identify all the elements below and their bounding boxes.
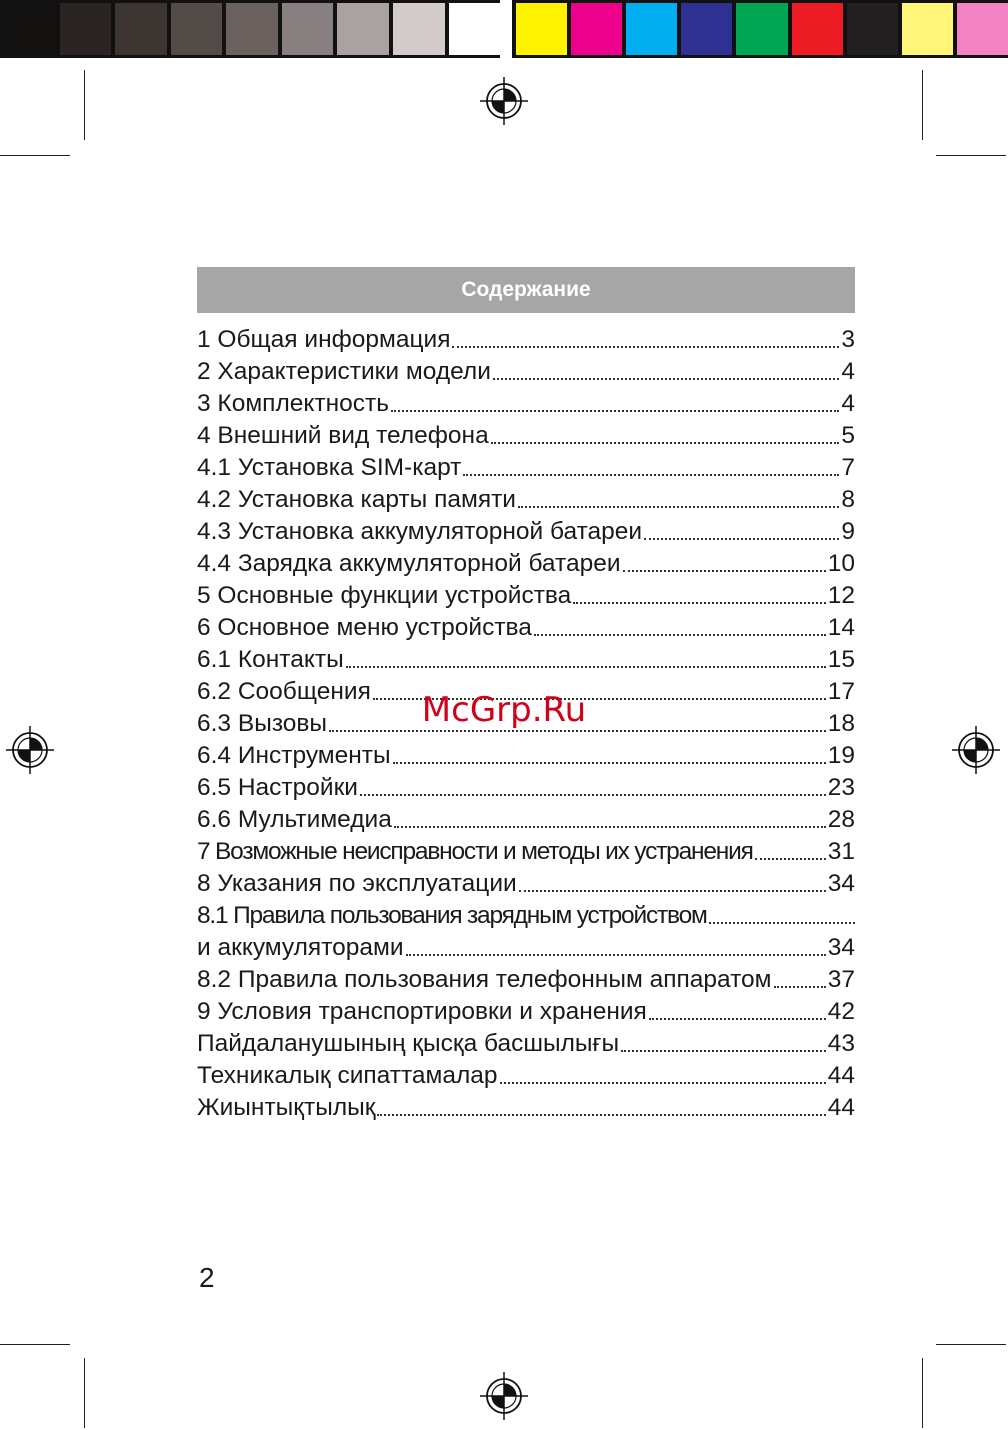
toc-entry-page: 34 [827, 870, 855, 897]
calibration-swatch [115, 3, 167, 55]
toc-leader-dots [500, 1081, 826, 1084]
toc-entry[interactable] [197, 324, 855, 356]
toc-entry[interactable] [197, 452, 855, 484]
toc-entry-page: 28 [827, 806, 855, 833]
table-of-contents [197, 324, 855, 1124]
toc-entry[interactable] [197, 772, 855, 804]
toc-entry-label: 9 Условия транспортировки и хранения [197, 998, 647, 1025]
toc-entry-page: 4 [841, 358, 855, 385]
toc-leader-dots [463, 473, 839, 476]
calibration-swatch [4, 3, 56, 55]
toc-entry-page: 44 [827, 1062, 855, 1089]
crop-mark-top-right-horizontal [936, 155, 1006, 156]
crop-mark-bottom-left-vertical [84, 1358, 85, 1428]
toc-entry-label: 5 Основные функции устройства [197, 582, 572, 609]
toc-leader-dots [644, 537, 839, 540]
toc-title: Содержание [461, 278, 591, 301]
toc-entry-label: Техникалық сипаттамалар [197, 1062, 498, 1089]
toc-entry[interactable] [197, 644, 855, 676]
toc-entry-label: 6.3 Вызовы [197, 710, 328, 737]
toc-entry[interactable] [197, 484, 855, 516]
toc-entry-label: 6.2 Сообщения [197, 678, 371, 705]
toc-leader-dots [360, 793, 826, 796]
toc-entry[interactable] [197, 516, 855, 548]
toc-leader-dots [452, 345, 839, 348]
toc-entry-page: 23 [827, 774, 855, 801]
toc-leader-dots [491, 441, 840, 444]
toc-entry-page: 12 [827, 582, 855, 609]
toc-entry-label: 3 Комплектность [197, 390, 389, 417]
toc-entry-label: Жиынтықтылық [197, 1094, 376, 1121]
registration-mark-top-icon [480, 77, 528, 125]
crop-mark-top-right-vertical [922, 70, 923, 140]
toc-entry-label: 4.4 Зарядка аккумуляторной батареи [197, 550, 621, 577]
toc-entry[interactable] [197, 548, 855, 580]
toc-leader-dots [373, 697, 826, 700]
toc-entry-page: 19 [827, 742, 855, 769]
toc-entry[interactable] [197, 836, 855, 868]
calibration-swatch [282, 3, 334, 55]
toc-leader-dots [621, 1049, 826, 1052]
toc-entry[interactable] [197, 612, 855, 644]
toc-entry[interactable] [197, 740, 855, 772]
toc-entry-page: 10 [827, 550, 855, 577]
registration-mark-right-icon [952, 726, 1000, 774]
toc-leader-dots [493, 377, 839, 380]
page-number: 2 [199, 1262, 215, 1293]
crop-mark-top-left-vertical [84, 70, 85, 140]
calibration-swatch [736, 3, 787, 55]
registration-mark-left-icon [6, 726, 54, 774]
toc-entry-page: 3 [841, 326, 855, 353]
toc-leader-dots [391, 409, 839, 412]
toc-entry-page: 14 [827, 614, 855, 641]
toc-entry-label: 8 Указания по эксплуатации [197, 870, 517, 897]
toc-leader-dots [709, 921, 855, 924]
calibration-swatch [226, 3, 278, 55]
crop-mark-bottom-right-horizontal [936, 1344, 1006, 1345]
toc-entry[interactable] [197, 1028, 855, 1060]
toc-leader-dots [406, 953, 826, 956]
toc-entry-label: и аккумуляторами [197, 934, 404, 961]
toc-leader-dots [329, 729, 826, 732]
color-calibration-bar [512, 0, 1008, 58]
toc-entry[interactable] [197, 900, 855, 932]
toc-entry-page: 34 [827, 934, 855, 961]
toc-leader-dots [573, 601, 825, 604]
toc-entry-page: 9 [841, 518, 855, 545]
toc-entry-label: Пайдаланушының қысқа басшылығы [197, 1030, 620, 1057]
calibration-swatch [902, 3, 953, 55]
toc-entry[interactable] [197, 420, 855, 452]
calibration-swatch [626, 3, 677, 55]
toc-entry[interactable] [197, 996, 855, 1028]
watermark-text: McGrp.Ru [421, 690, 587, 730]
toc-entry-page: 44 [827, 1094, 855, 1121]
calibration-swatch [571, 3, 622, 55]
toc-entry-label: 7 Возможные неисправности и методы их устранения [197, 838, 753, 865]
toc-entry-page: 43 [827, 1030, 855, 1057]
toc-entry-page: 17 [827, 678, 855, 705]
crop-mark-bottom-left-horizontal [0, 1344, 70, 1345]
toc-title-band [197, 267, 855, 313]
calibration-swatch [393, 3, 445, 55]
toc-entry-page: 42 [827, 998, 855, 1025]
calibration-swatch [957, 3, 1008, 55]
toc-leader-dots [394, 825, 826, 828]
toc-entry-label: 8.2 Правила пользования телефонным аппаратом [197, 966, 772, 993]
crop-mark-top-left-horizontal [0, 155, 70, 156]
toc-leader-dots [649, 1017, 826, 1020]
toc-leader-dots [518, 505, 839, 508]
toc-leader-dots [377, 1113, 825, 1116]
toc-entry[interactable] [197, 804, 855, 836]
toc-entry-page: 8 [841, 486, 855, 513]
toc-entry-label: 1 Общая информация [197, 326, 451, 353]
toc-entry[interactable] [197, 868, 855, 900]
toc-entry-page: 18 [827, 710, 855, 737]
calibration-swatch [337, 3, 389, 55]
toc-entry[interactable] [197, 964, 855, 996]
toc-entry-label: 6.4 Инструменты [197, 742, 391, 769]
toc-leader-dots [755, 857, 826, 860]
toc-entry-page: 7 [841, 454, 855, 481]
toc-entry-label: 8.1 Правила пользования зарядным устройством [197, 902, 707, 929]
toc-entry-page: 15 [827, 646, 855, 673]
registration-mark-bottom-icon [480, 1372, 528, 1420]
toc-leader-dots [519, 889, 826, 892]
calibration-swatch [171, 3, 223, 55]
toc-entry[interactable] [197, 388, 855, 420]
toc-entry[interactable] [197, 356, 855, 388]
toc-entry-label: 6.6 Мультимедиа [197, 806, 392, 833]
calibration-swatch [792, 3, 843, 55]
calibration-swatch [516, 3, 567, 55]
toc-entry[interactable] [197, 708, 855, 740]
toc-entry-page: 31 [827, 838, 855, 865]
toc-entry[interactable] [197, 676, 855, 708]
calibration-swatch [449, 3, 501, 55]
crop-mark-bottom-right-vertical [922, 1358, 923, 1428]
toc-entry-label: 6.1 Контакты [197, 646, 344, 673]
calibration-swatch [681, 3, 732, 55]
toc-entry[interactable] [197, 580, 855, 612]
toc-leader-dots [346, 665, 826, 668]
toc-entry[interactable] [197, 1092, 855, 1124]
toc-leader-dots [393, 761, 826, 764]
toc-entry-label: 4 Внешний вид телефона [197, 422, 489, 449]
calibration-swatch [847, 3, 898, 55]
toc-entry-label: 6.5 Настройки [197, 774, 358, 801]
calibration-swatch [60, 3, 112, 55]
toc-entry[interactable] [197, 1060, 855, 1092]
toc-entry-label: 4.1 Установка SIM-карт [197, 454, 462, 481]
toc-leader-dots [534, 633, 826, 636]
toc-entry[interactable] [197, 932, 855, 964]
toc-leader-dots [623, 569, 826, 572]
toc-entry-page: 5 [841, 422, 855, 449]
toc-entry-page: 37 [827, 966, 855, 993]
toc-entry-label: 4.3 Установка аккумуляторной батареи [197, 518, 643, 545]
toc-entry-label: 6 Основное меню устройства [197, 614, 532, 641]
toc-leader-dots [774, 985, 826, 988]
grayscale-calibration-bar [0, 0, 500, 58]
toc-entry-label: 4.2 Установка карты памяти [197, 486, 516, 513]
toc-entry-label: 2 Характеристики модели [197, 358, 491, 385]
toc-entry-page: 4 [841, 390, 855, 417]
